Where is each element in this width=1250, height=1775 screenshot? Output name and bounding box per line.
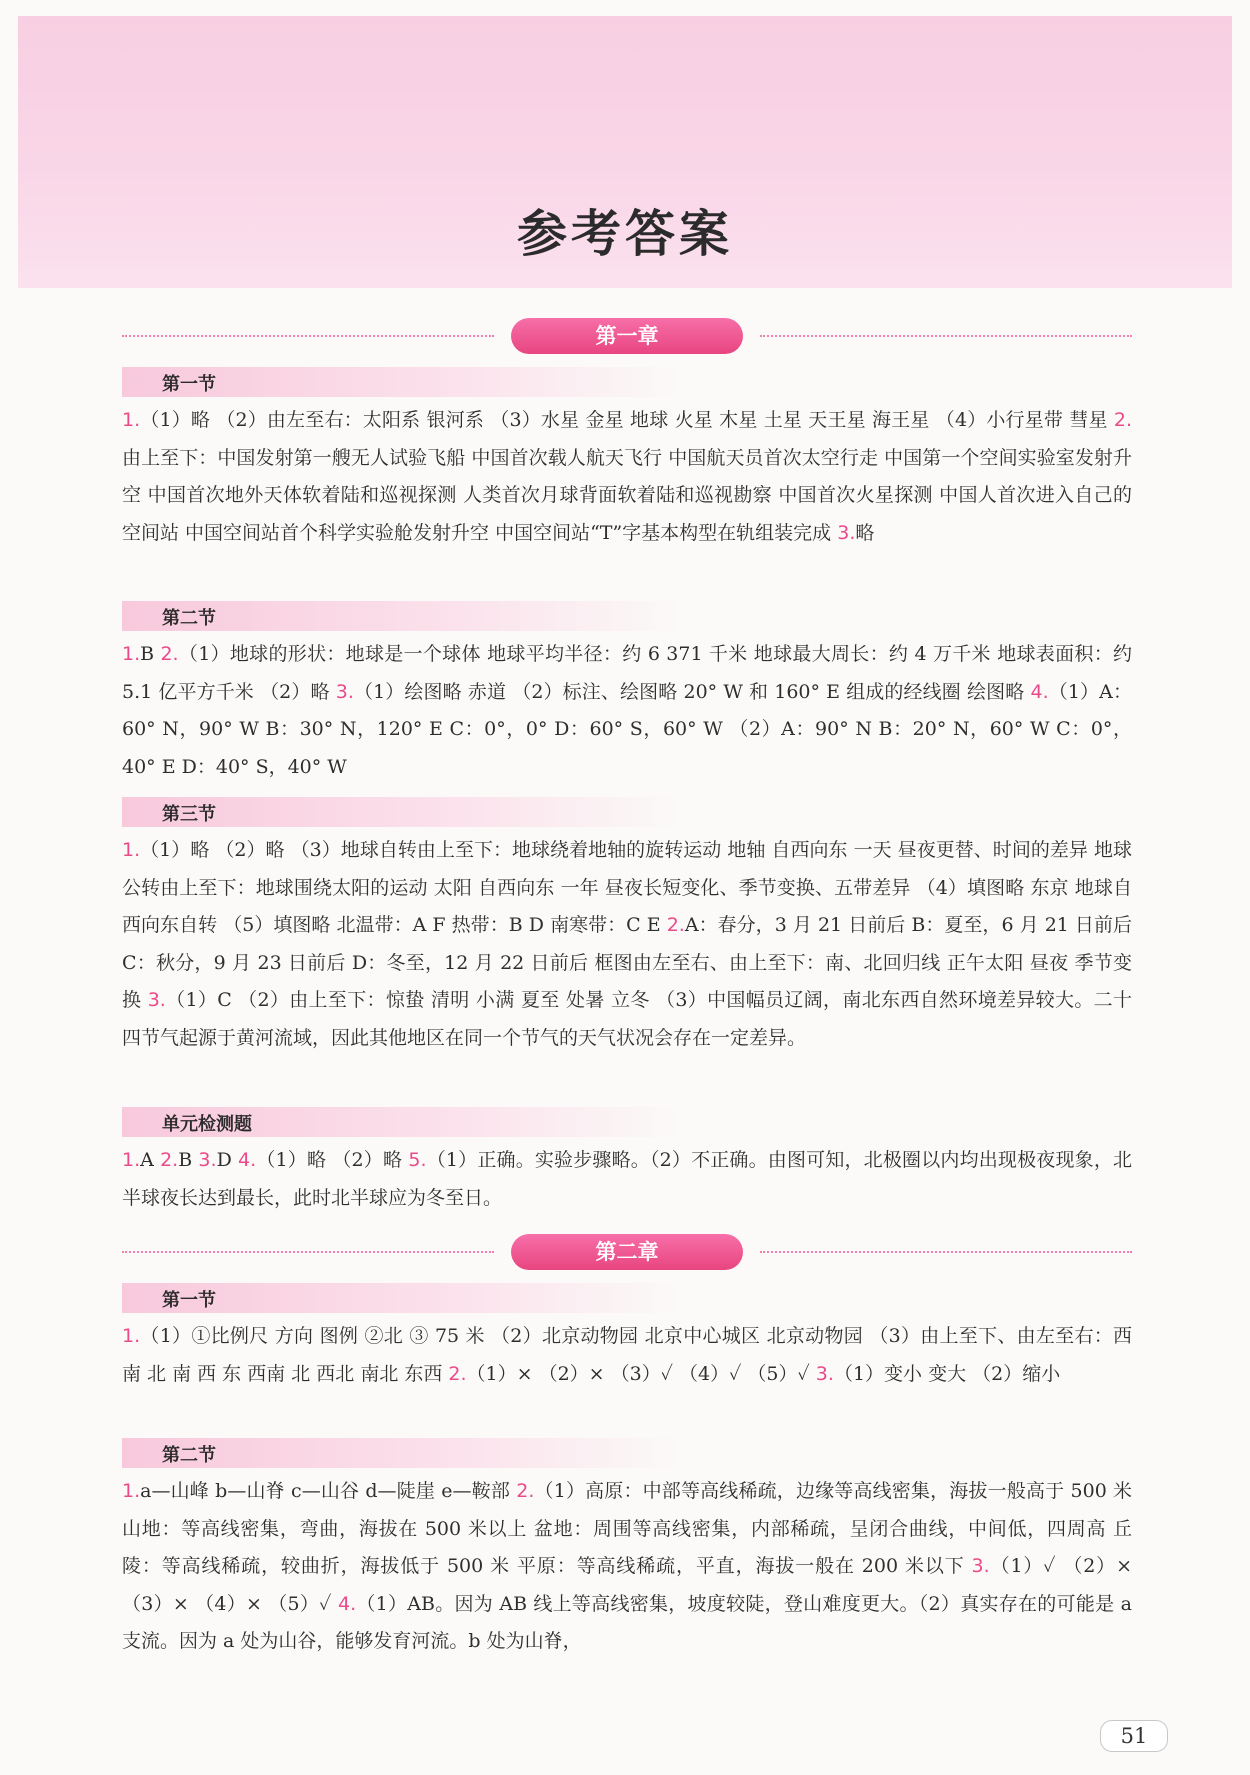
section-answers [122, 402, 1132, 552]
chapter-title-pill: 第一章 [511, 318, 743, 354]
question-number: 1. [122, 1325, 141, 1347]
answer-text: （1）绘图略 赤道 （2）标注、绘图略 20° W 和 160° E 组成的经线圈 绘图略 [353, 680, 1031, 703]
question-number: 2. [1113, 409, 1132, 431]
answer-text: （1）略 （2）略 [256, 1149, 409, 1171]
section-answers [122, 1473, 1132, 1661]
question-number: 2. [666, 914, 685, 937]
answer-text: A [140, 1149, 161, 1171]
question-number: 5. [408, 1149, 427, 1171]
question-number: 1. [122, 1480, 141, 1502]
answer-text: （1）A：60° N，90° W B：30° N，120° E C：0°，0° D：60° S，60° W （2）A：90° N B：20° N，60° W C：0°，40° E D：40° S，40° W [122, 680, 1132, 778]
answer-text: （1）变小 变大 （2）缩小 [833, 1362, 1061, 1385]
question-number: 3. [837, 521, 856, 544]
section-title: 第二节 [162, 1445, 216, 1466]
section-header [122, 367, 682, 397]
answer-text: 由上至下：中国发射第一艘无人试验飞船 中国首次载人航天飞行 中国航天员首次太空行走 中国第一个空间实验室发射升空 中国首次地外天体软着陆和巡视探测 人类首次月球背面软着陆和巡视勘察 中国首次火星探测 中国人首次进入自己的空间站 中国空间站首个科学实验舱发射升空 中国空间站“T”字基本构型在轨组装完成 [122, 446, 1132, 544]
divider-right [760, 335, 1132, 337]
answer-text: （1）✓ （2）× （3）× （4）× （5）✓ [122, 1555, 1132, 1615]
question-number: 2. [448, 1362, 467, 1385]
section-header [122, 1107, 682, 1137]
answer-text: A：春分，3 月 21 日前后 B：夏至，6 月 21 日前后 C：秋分，9 月 23 日前后 D：冬至，12 月 22 日前后 框图由左至右、由上至下：南、北回归线 正午太阳 昼夜 季节变换 [122, 914, 1132, 1012]
answer-text: B [178, 1149, 199, 1171]
answer-text: 略 [855, 521, 875, 544]
section-title: 第三节 [162, 804, 216, 825]
chapter-heading-2 [122, 1232, 1132, 1272]
chapter-title-pill: 第二章 [511, 1234, 743, 1270]
question-number: 3. [147, 989, 166, 1012]
divider-right [760, 1251, 1132, 1253]
section-header [122, 601, 682, 631]
question-number: 3. [198, 1149, 217, 1171]
answer-text: （1）× （2）× （3）✓ （4）✓ （5）✓ [466, 1362, 816, 1385]
question-number: 2. [516, 1480, 535, 1502]
answer-text: （1）高原：中部等高线稀疏，边缘等高线密集，海拔一般高于 500 米 山地：等高线密集，弯曲，海拔在 500 米以上 盆地：周围等高线密集，内部稀疏，呈闭合曲线，中间低，四周高 丘陵：等高线稀疏，较曲折，海拔低于 500 米 平原：等高线稀疏，平直，海拔一般在 200 米以下 [122, 1480, 1132, 1578]
section-title: 第二节 [162, 608, 216, 629]
section-title: 第一节 [162, 374, 216, 395]
divider-left [122, 335, 494, 337]
question-number: 4. [1030, 680, 1049, 703]
answer-text: （1）正确。实验步骤略。（2）不正确。由图可知，北极圈以内均出现极夜现象，北半球夜长达到最长，此时北半球应为冬至日。 [122, 1149, 1132, 1209]
question-number: 4. [238, 1149, 257, 1171]
answer-text: （1）地球的形状：地球是一个球体 地球平均半径：约 6 371 千米 地球最大周长：约 4 万千米 地球表面积：约 5.1 亿平方千米 （2）略 [122, 643, 1132, 703]
question-number: 1. [122, 643, 141, 665]
section-header [122, 1283, 682, 1313]
question-number: 3. [335, 680, 354, 703]
question-number: 1. [122, 1149, 141, 1171]
divider-left [122, 1251, 494, 1253]
page-number: 51 [1100, 1720, 1168, 1752]
section-answers [122, 1142, 1132, 1217]
section-title: 单元检测题 [162, 1114, 252, 1135]
answer-text: D [216, 1149, 239, 1171]
section-header [122, 797, 682, 827]
section-answers [122, 636, 1132, 786]
question-number: 1. [122, 409, 141, 431]
section-answers [122, 832, 1132, 1058]
chapter-heading-1 [122, 316, 1132, 356]
answer-text: （1）①比例尺 方向 图例 ②北 ③ 75 米 （2）北京动物园 北京中心城区 北京动物园 （3）由上至下、由左至右：西南 北 南 西 东 西南 北 西北 南北 东西 [122, 1325, 1132, 1385]
question-number: 3. [971, 1555, 990, 1578]
answer-text: B [140, 643, 161, 665]
question-number: 3. [815, 1362, 834, 1385]
answer-text: （1）略 （2）略 （3）地球自转由上至下：地球绕着地轴的旋转运动 地轴 自西向东 一天 昼夜更替、时间的差异 地球公转由上至下：地球围绕太阳的运动 太阳 自西向东 一年 昼夜长短变化、季节变换、五带差异 （4）填图略 东京 地球自西向东自转 （5）填图略 北温带：A F 热带：B D 南寒带：C E [122, 839, 1132, 937]
section-title: 第一节 [162, 1290, 216, 1311]
answer-text: （1）C （2）由上至下：惊蛰 清明 小满 夏至 处暑 立冬 （3）中国幅员辽阔，南北东西自然环境差异较大。二十四节气起源于黄河流域，因此其他地区在同一个节气的天气状况会存在一定差异。 [122, 989, 1132, 1049]
answer-text: （1）略 （2）由左至右：太阳系 银河系 （3）水星 金星 地球 火星 木星 土星 天王星 海王星 （4）小行星带 彗星 [140, 409, 1114, 431]
answer-text: a—山峰 b—山脊 c—山谷 d—陡崖 e—鞍部 [140, 1480, 517, 1502]
section-header [122, 1438, 682, 1468]
question-number: 2. [160, 1149, 179, 1171]
question-number: 4. [338, 1592, 357, 1615]
answer-text: （1）AB。因为 AB 线上等高线密集，坡度较陡，登山难度更大。（2）真实存在的可能是 a 支流。因为 a 处为山谷，能够发育河流。b 处为山脊， [122, 1592, 1132, 1653]
question-number: 1. [122, 839, 141, 861]
header-banner [18, 16, 1232, 288]
page-title: 参考答案 [517, 205, 733, 263]
question-number: 2. [160, 643, 179, 665]
section-answers [122, 1318, 1132, 1393]
